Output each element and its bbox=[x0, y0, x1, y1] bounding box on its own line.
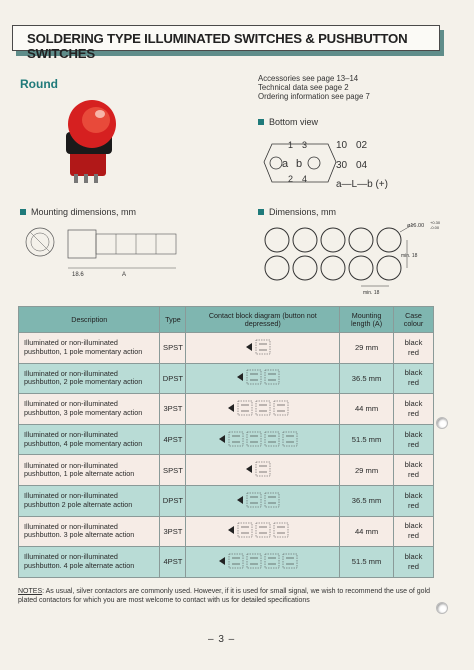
cell-diagram bbox=[186, 424, 340, 455]
cell-diagram bbox=[186, 363, 340, 394]
contact-diagram-icon bbox=[244, 337, 282, 357]
reference-list bbox=[258, 74, 370, 101]
cell-colour bbox=[394, 516, 434, 547]
cell-length: 36.5 mm bbox=[340, 363, 394, 394]
cell-colour bbox=[394, 363, 434, 394]
table-row bbox=[19, 363, 434, 394]
desc-line2: pushbutton 2 pole alternate action bbox=[24, 499, 133, 509]
cell-type: SPST bbox=[160, 333, 186, 364]
dim-callout: ø16.00 bbox=[407, 223, 425, 229]
contact-diagram-icon bbox=[217, 429, 309, 449]
cell-diagram bbox=[186, 333, 340, 364]
bullet-square-icon bbox=[258, 119, 264, 125]
bullet-square-icon bbox=[20, 209, 26, 215]
desc-line2: pushbutton, 4 pole momentary action bbox=[24, 438, 143, 448]
table-row bbox=[19, 394, 434, 425]
page-number: – 3 – bbox=[208, 634, 236, 645]
cell-diagram bbox=[186, 455, 340, 486]
desc-line2: pushbutton. 4 pole alternate action bbox=[24, 560, 135, 570]
desc-line1: Illuminated or non-illuminated bbox=[24, 521, 118, 531]
mounting-heading bbox=[20, 207, 136, 217]
desc-line2: pushbutton, 1 pole alternate action bbox=[24, 469, 135, 479]
cell-length: 29 mm bbox=[340, 333, 394, 364]
bv-a: a bbox=[282, 158, 289, 170]
mounting-diagram bbox=[22, 222, 182, 282]
th-length: Mounting length (A) bbox=[340, 307, 394, 333]
colour-1: black bbox=[404, 337, 423, 347]
colour-2: red bbox=[408, 347, 419, 357]
desc-line1: Illuminated or non-illuminated bbox=[24, 460, 118, 470]
colour-1: black bbox=[404, 490, 423, 500]
ref-accessories: Accessories see page 13–14 bbox=[258, 74, 359, 83]
table-row bbox=[19, 455, 434, 486]
binder-hole bbox=[436, 417, 448, 429]
cell-length: 36.5 mm bbox=[340, 485, 394, 516]
cell-type: 4PST bbox=[160, 424, 186, 455]
bv-r3: 30 bbox=[336, 160, 348, 171]
colour-2: red bbox=[408, 561, 419, 571]
notes-text: : As usual, silver contactors are commonly used. However, if it is used for small signal, we wish to recommend the use of gold plated contactors for which you are most welcome to contact with us for detailed specifications bbox=[18, 588, 431, 604]
table-row bbox=[19, 547, 434, 578]
colour-2: red bbox=[408, 531, 419, 541]
cell-description bbox=[19, 485, 160, 516]
bv-r1: 10 bbox=[336, 140, 348, 151]
cell-colour bbox=[394, 333, 434, 364]
desc-line1: Illuminated or non-illuminated bbox=[24, 430, 118, 440]
bottom-view-heading bbox=[258, 117, 318, 127]
cell-description bbox=[19, 424, 160, 455]
contact-diagram-icon bbox=[226, 398, 300, 418]
contact-diagram-icon bbox=[235, 490, 291, 510]
bv-t3: 3 bbox=[302, 140, 308, 150]
bv-t4: 4 bbox=[302, 174, 308, 184]
cell-colour bbox=[394, 394, 434, 425]
colour-1: black bbox=[404, 368, 423, 378]
th-diagram: Contact block diagram (button not depressed) bbox=[186, 307, 340, 333]
section-label: Round bbox=[20, 77, 58, 91]
colour-2: red bbox=[408, 408, 419, 418]
cell-description bbox=[19, 394, 160, 425]
cell-type: DPST bbox=[160, 485, 186, 516]
desc-line2: pushbutton, 1 pole momentary action bbox=[24, 346, 143, 356]
binder-hole bbox=[436, 602, 448, 614]
bv-r2: 02 bbox=[356, 140, 368, 151]
colour-2: red bbox=[408, 378, 419, 388]
cell-type: SPST bbox=[160, 455, 186, 486]
dimensions-diagram bbox=[262, 220, 442, 300]
colour-2: red bbox=[408, 439, 419, 449]
cell-diagram bbox=[186, 516, 340, 547]
bottom-view-diagram bbox=[262, 134, 432, 192]
bv-t2: 2 bbox=[288, 174, 294, 184]
cell-type: 3PST bbox=[160, 394, 186, 425]
cell-colour bbox=[394, 547, 434, 578]
cell-length: 44 mm bbox=[340, 394, 394, 425]
cell-length: 44 mm bbox=[340, 516, 394, 547]
cell-length: 51.5 mm bbox=[340, 424, 394, 455]
desc-line1: Illuminated or non-illuminated bbox=[24, 338, 118, 348]
colour-1: black bbox=[404, 398, 423, 408]
switch-product-image bbox=[54, 98, 120, 184]
th-colour: Case colour bbox=[394, 307, 434, 333]
desc-line2: pushbutton, 3 pole momentary action bbox=[24, 407, 143, 417]
cell-colour bbox=[394, 455, 434, 486]
bv-r4: 04 bbox=[356, 160, 368, 171]
cell-description bbox=[19, 547, 160, 578]
desc-line1: Illuminated or non-illuminated bbox=[24, 491, 118, 501]
desc-line1: Illuminated or non-illuminated bbox=[24, 552, 118, 562]
table-row bbox=[19, 333, 434, 364]
bullet-square-icon bbox=[258, 209, 264, 215]
dimensions-label: Dimensions, mm bbox=[269, 207, 337, 217]
bottom-view-label: Bottom view bbox=[269, 117, 319, 127]
contact-diagram-icon bbox=[235, 367, 291, 387]
cell-colour bbox=[394, 424, 434, 455]
dim-tol-minus: -0.00 bbox=[430, 225, 440, 230]
mount-dim-bottom: 18.6 bbox=[72, 272, 84, 278]
cell-colour bbox=[394, 485, 434, 516]
table-row bbox=[19, 516, 434, 547]
desc-line1: Illuminated or non-illuminated bbox=[24, 399, 118, 409]
colour-2: red bbox=[408, 500, 419, 510]
table-row bbox=[19, 424, 434, 455]
bv-lamp: a—L—b (+) bbox=[336, 179, 388, 190]
ref-ordering: Ordering information see page 7 bbox=[258, 92, 370, 101]
dim-tol-plus: +0.30 bbox=[430, 220, 441, 225]
bv-b: b bbox=[296, 158, 303, 170]
dim-min-vertical: min. 18 bbox=[401, 253, 418, 259]
cell-description bbox=[19, 333, 160, 364]
cell-description bbox=[19, 455, 160, 486]
colour-1: black bbox=[404, 551, 423, 561]
mounting-label: Mounting dimensions, mm bbox=[31, 207, 137, 217]
mount-dim-a: A bbox=[122, 272, 127, 278]
th-description: Description bbox=[19, 307, 160, 333]
cell-type: DPST bbox=[160, 363, 186, 394]
notes bbox=[18, 588, 438, 605]
desc-line2: pushbutton, 2 pole momentary action bbox=[24, 377, 143, 387]
cell-description bbox=[19, 363, 160, 394]
colour-1: black bbox=[404, 460, 423, 470]
cell-type: 3PST bbox=[160, 516, 186, 547]
bv-t1: 1 bbox=[288, 140, 294, 150]
desc-line1: Illuminated or non-illuminated bbox=[24, 368, 118, 378]
spec-table bbox=[18, 306, 434, 578]
cell-diagram bbox=[186, 485, 340, 516]
colour-1: black bbox=[404, 429, 423, 439]
colour-1: black bbox=[404, 521, 423, 531]
cell-diagram bbox=[186, 547, 340, 578]
colour-2: red bbox=[408, 470, 419, 480]
notes-prefix: NOTES bbox=[18, 588, 43, 595]
cell-length: 51.5 mm bbox=[340, 547, 394, 578]
th-type: Type bbox=[160, 307, 186, 333]
contact-diagram-icon bbox=[226, 520, 300, 540]
cell-type: 4PST bbox=[160, 547, 186, 578]
cell-diagram bbox=[186, 394, 340, 425]
ref-technical: Technical data see page 2 bbox=[258, 83, 349, 92]
cell-description bbox=[19, 516, 160, 547]
table-row bbox=[19, 485, 434, 516]
page-title: SOLDERING TYPE ILLUMINATED SWITCHES & PUSHBUTTON SWITCHES bbox=[12, 25, 440, 51]
cell-length: 29 mm bbox=[340, 455, 394, 486]
dim-min-horizontal: min. 18 bbox=[363, 290, 380, 296]
contact-diagram-icon bbox=[217, 551, 309, 571]
table-header-row bbox=[19, 307, 434, 333]
dimensions-heading bbox=[258, 207, 336, 217]
desc-line2: pushbutton. 3 pole alternate action bbox=[24, 530, 135, 540]
contact-diagram-icon bbox=[244, 459, 282, 479]
